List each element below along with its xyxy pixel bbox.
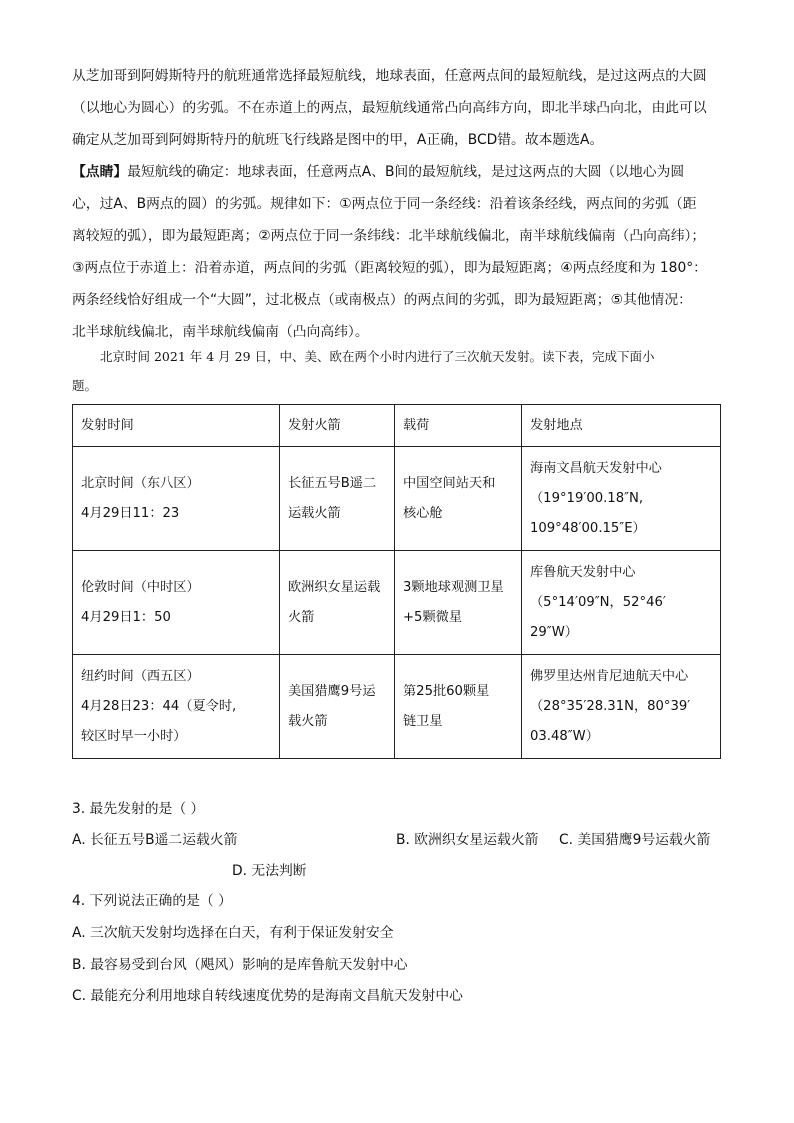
- option-3d[interactable]: D. 无法判断: [232, 863, 307, 879]
- question-3-stem: 3. 最先发射的是（ ）: [72, 801, 205, 817]
- cell-line: +5颗微星: [403, 609, 463, 625]
- table-row: [73, 655, 721, 759]
- rocket-cell: [280, 655, 395, 759]
- header-cell: 发射地点: [522, 405, 721, 447]
- tip-text: 最短航线的确定：地球表面，任意两点A、B间的最短航线，是过这两点的大圆（以地心为圆: [127, 164, 685, 180]
- cell-line: （19°19′00.18″N,: [530, 490, 644, 506]
- payload-cell: [395, 447, 522, 551]
- cell-line: 运载火箭: [288, 505, 341, 521]
- table-row: [73, 447, 721, 551]
- intro-line: 题。: [72, 378, 98, 393]
- time-cell: [73, 551, 280, 655]
- time-cell: [73, 655, 280, 759]
- rocket-cell: [280, 551, 395, 655]
- tip-line: ③两点位于赤道上：沿着赤道，两点间的劣弧（距离较短的弧），即为最短距离；④两点经度和为 180°：: [72, 260, 707, 276]
- tip-line: [72, 156, 724, 188]
- header-cell: 发射火箭: [280, 405, 395, 447]
- tip-line: 离较短的弧），即为最短距离；②两点位于同一条纬线：北半球航线偏北，南半球航线偏南（凸向高纬）；: [72, 228, 706, 244]
- explanation-line: 确定从芝加哥到阿姆斯特丹的航班飞行线路是图中的甲，A正确，BCD错。故本题选A。: [72, 132, 604, 148]
- cell-line: 北京时间（东八区）: [81, 475, 200, 491]
- option-4c[interactable]: C. 最能充分利用地球自转线速度优势的是海南文昌航天发射中心: [72, 988, 463, 1004]
- cell-line: （5°14′09″N，52°46′: [530, 594, 666, 610]
- cell-line: 载火箭: [288, 713, 328, 729]
- cell-line: 核心舱: [403, 505, 443, 521]
- cell-line: 伦敦时间（中时区）: [81, 579, 200, 595]
- site-cell: [522, 551, 721, 655]
- cell-line: 4月28日23：44（夏令时,: [81, 698, 237, 714]
- header-cell: 载荷: [395, 405, 522, 447]
- cell-line: 海南文昌航天发射中心: [530, 460, 662, 476]
- answer-explanation: [72, 60, 724, 348]
- cell-line: 中国空间站天和: [403, 475, 496, 491]
- explanation-line: 从芝加哥到阿姆斯特丹的航班通常选择最短航线，地球表面，任意两点间的最短航线，是过这两点的大圆: [72, 68, 707, 84]
- option-3c[interactable]: C. 美国猎鹰9号运载火箭: [559, 832, 711, 848]
- cell-line: 库鲁航天发射中心: [530, 564, 636, 580]
- rocket-cell: [280, 447, 395, 551]
- explanation-line: （以地心为圆心）的劣弧。不在赤道上的两点，最短航线通常凸向高纬方向，即北半球凸向北，由此可以: [72, 100, 707, 116]
- cell-line: 火箭: [288, 609, 315, 625]
- option-4b[interactable]: B. 最容易受到台风（飓风）影响的是库鲁航天发射中心: [72, 957, 408, 973]
- header-cell: 发射时间: [73, 405, 280, 447]
- question-intro: [72, 342, 732, 400]
- tip-label: 【点睛】: [72, 164, 128, 180]
- cell-line: 较区时早一小时）: [81, 728, 187, 744]
- question-4-stem: 4. 下列说法正确的是（ ）: [72, 893, 232, 909]
- time-cell: [73, 447, 280, 551]
- payload-cell: [395, 551, 522, 655]
- cell-line: 欧洲织女星运载: [288, 579, 381, 595]
- cell-line: 109°48′00.15″E）: [530, 520, 646, 536]
- site-cell: [522, 655, 721, 759]
- tip-line: 两条经线恰好组成一个“大圆”，过北极点（或南极点）的两点间的劣弧，即为最短距离；⑤其他情况：: [72, 292, 692, 308]
- cell-line: 4月29日1：50: [81, 609, 171, 625]
- option-4a[interactable]: A. 三次航天发射均选择在白天，有利于保证发射安全: [72, 925, 394, 941]
- payload-cell: [395, 655, 522, 759]
- cell-line: 03.48″W）: [530, 728, 599, 744]
- tip-line: 北半球航线偏北，南半球航线偏南（凸向高纬）。: [72, 324, 369, 340]
- cell-line: （28°35′28.31N，80°39′: [530, 698, 691, 714]
- cell-line: 纽约时间（西五区）: [81, 668, 200, 684]
- cell-line: 长征五号B遥二: [288, 475, 377, 491]
- intro-line: 北京时间 2021 年 4 月 29 日，中、美、欧在两个小时内进行了三次航天发射。读下表，完成下面小: [100, 349, 655, 364]
- cell-line: 链卫星: [403, 713, 443, 729]
- option-3a[interactable]: A. 长征五号B遥二运载火箭: [72, 832, 238, 848]
- table-row: [73, 551, 721, 655]
- site-cell: [522, 447, 721, 551]
- launch-table: [72, 404, 721, 759]
- cell-line: 29″W）: [530, 624, 578, 640]
- tip-line: 心，过A、B两点的圆）的劣弧。规律如下：①两点位于同一条经线：沿着该条经线，两点间的劣弧（距: [72, 196, 697, 212]
- cell-line: 第25批60颗星: [403, 683, 490, 699]
- cell-line: 美国猎鹰9号运: [288, 683, 376, 699]
- option-3b[interactable]: B. 欧洲织女星运载火箭: [396, 832, 539, 848]
- cell-line: 3颗地球观测卫星: [403, 579, 504, 595]
- cell-line: 4月29日11：23: [81, 505, 180, 521]
- cell-line: 佛罗里达州肯尼迪航天中心: [530, 668, 689, 684]
- table-header-row: [73, 405, 721, 447]
